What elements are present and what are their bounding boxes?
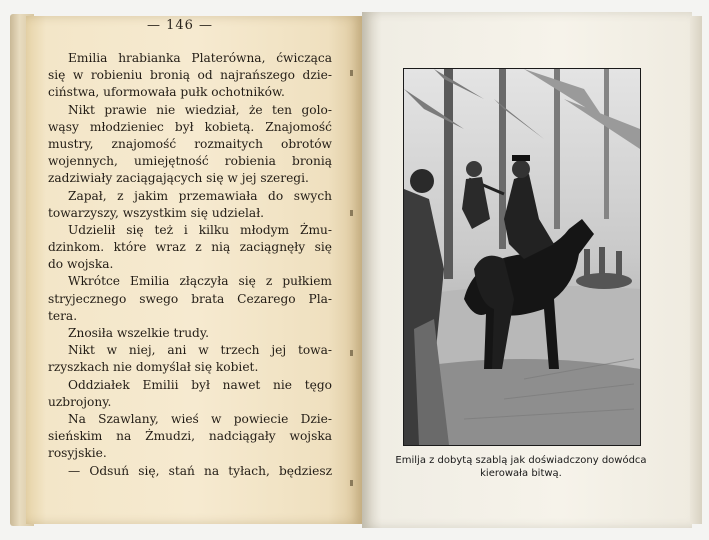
text-line: Nikt prawie nie wiedział, że ten golo- xyxy=(68,102,332,117)
text-line: towarzyszy, wszystkim się udzielał. xyxy=(48,205,265,220)
text-line: Emilia hrabianka Platerówna, ćwicząca xyxy=(68,51,332,65)
text-line: zadziwiały zaciągających się w jej szeregi. xyxy=(48,171,309,186)
text-line: — Odsuń się, stań na tyłach, będziesz xyxy=(68,463,332,478)
cavalry-illustration xyxy=(403,68,641,446)
text-line: Wkrótce Emilia złączyła się z pułkiem xyxy=(68,274,332,289)
text-line: dzinkom. które wraz z nią zaciągnęły się xyxy=(48,240,332,255)
binding-stitch xyxy=(350,480,353,486)
text-line: wąsy młodzieniec był kobietą. Znajomość xyxy=(48,119,332,134)
text-line: wojennych, umiejętność robienia bronią xyxy=(48,154,332,169)
text-line: sieńskim na Żmudzi, nadciągały wojska xyxy=(48,429,332,444)
text-line: Udzielił się też i kilku młodym Żmu- xyxy=(68,222,332,237)
page-edges xyxy=(690,16,702,524)
illustration-drawing xyxy=(404,69,640,445)
caption-line: kierowała bitwą. xyxy=(480,468,562,479)
caption-line: Emilja z dobytą szablą jak doświadczony dowódca xyxy=(395,455,647,466)
illustration-caption xyxy=(384,454,658,480)
binding-stitch xyxy=(350,70,353,76)
text-line: mustry, znajomość rozmaitych obrotów xyxy=(48,136,332,151)
text-line: do wojska. xyxy=(48,257,114,272)
text-line: rosyjskie. xyxy=(48,446,107,461)
binding-stitch xyxy=(350,210,353,216)
text-line: uzbrojony. xyxy=(48,394,112,409)
text-line: Oddziałek Emilii był nawet nie tęgo xyxy=(68,377,332,392)
text-line: ciństwa, uformowała pułk ochotników. xyxy=(48,85,285,100)
page-number: — 146 — xyxy=(146,18,214,33)
text-line: tera. xyxy=(48,308,78,323)
text-line: się w robieniu bronią od najrańszego dzie- xyxy=(48,68,332,83)
text-line: Nikt w niej, ani w trzech jej towa- xyxy=(68,343,332,358)
text-line: stryjecznego swego brata Cezarego Pla- xyxy=(48,291,332,306)
text-line: Na Szawlany, wieś w powiecie Dzie- xyxy=(68,411,332,426)
binding-stitch xyxy=(350,350,353,356)
text-line: rzyszkach nie domyślał się kobiet. xyxy=(48,360,259,375)
text-line: Zapał, z jakim przemawiała do swych xyxy=(68,188,332,203)
text-line: Znosiła wszelkie trudy. xyxy=(68,326,209,340)
body-text xyxy=(48,50,332,480)
